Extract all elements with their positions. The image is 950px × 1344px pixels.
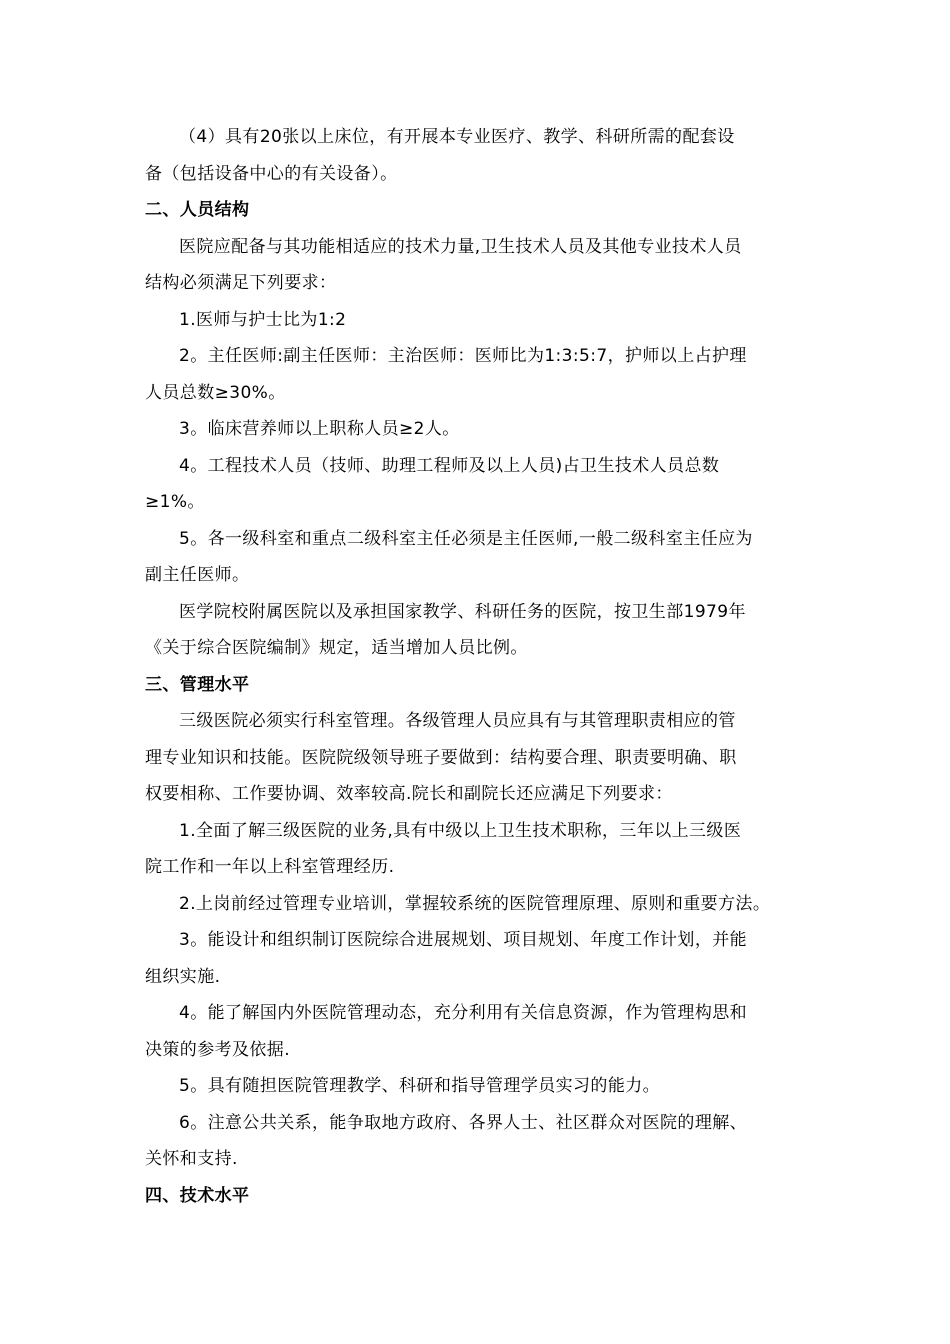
paragraph-line: 备（包括设备中心的有关设备）。 — [145, 163, 398, 184]
paragraph-line: 2.上岗前经过管理专业培训，掌握较系统的医院管理原理、原则和重要方法。 — [179, 893, 771, 914]
paragraph-line: 1.全面了解三级医院的业务,具有中级以上卫生技术职称，三年以上三级医 — [179, 820, 742, 841]
section-heading: 四、技术水平 — [145, 1185, 250, 1206]
paragraph-line: 5。各一级科室和重点二级科室主任必须是主任医师,一般二级科室主任应为 — [179, 528, 753, 549]
paragraph-line: 5。具有随担医院管理教学、科研和指导管理学员实习的能力。 — [179, 1076, 661, 1096]
paragraph-line: 1.医师与护士比为1:2 — [179, 309, 347, 330]
paragraph-line: 院工作和一年以上科室管理经历. — [145, 857, 395, 877]
paragraph-line: 4。工程技术人员（技师、助理工程师及以上人员)占卫生技术人员总数 — [179, 455, 720, 476]
paragraph-line: 决策的参考及依据. — [145, 1039, 291, 1060]
paragraph-line: 组织实施. — [145, 966, 221, 987]
paragraph-line: （4）具有20张以上床位，有开展本专业医疗、教学、科研所需的配套设 — [179, 127, 735, 147]
paragraph-line: 副主任医师。 — [145, 565, 250, 585]
section-heading: 三、管理水平 — [145, 674, 250, 695]
paragraph-line: 6。注意公共关系，能争取地方政府、各界人士、社区群众对医院的理解、 — [179, 1112, 748, 1133]
paragraph-line: 人员总数≥30%。 — [145, 382, 286, 403]
paragraph-line: 关怀和支持. — [145, 1149, 238, 1169]
document-body — [145, 119, 815, 1214]
paragraph-line: 4。能了解国内外医院管理动态，充分利用有关信息资源，作为管理构思和 — [179, 1003, 748, 1023]
paragraph-line: 权要相称、工作要协调、效率较高.院长和副院长还应满足下列要求： — [145, 784, 673, 804]
paragraph-line: 理专业知识和技能。医院院级领导班子要做到：结构要合理、职责要明确、职 — [145, 747, 737, 768]
paragraph-line: 3。临床营养师以上职称人员≥2人。 — [179, 419, 460, 439]
paragraph-line: 2。主任医师:副主任医师：主治医师：医师比为1:3:5:7，护师以上占护理 — [179, 346, 747, 366]
paragraph-line: 三级医院必须实行科室管理。各级管理人员应具有与其管理职责相应的管 — [179, 711, 736, 731]
paragraph-line: 医学院校附属医院以及承担国家教学、科研任务的医院，按卫生部1979年 — [179, 601, 746, 622]
paragraph-line: 医院应配备与其功能相适应的技术力量,卫生技术人员及其他专业技术人员 — [179, 236, 742, 257]
paragraph-line: ≥1%。 — [145, 492, 205, 512]
section-heading: 二、人员结构 — [145, 200, 250, 220]
paragraph-line: 《关于综合医院编制》规定，适当增加人员比例。 — [145, 638, 528, 658]
paragraph-line: 结构必须满足下列要求： — [145, 273, 337, 293]
paragraph-line: 3。能设计和组织制订医院综合进展规划、项目规划、年度工作计划，并能 — [179, 930, 748, 950]
